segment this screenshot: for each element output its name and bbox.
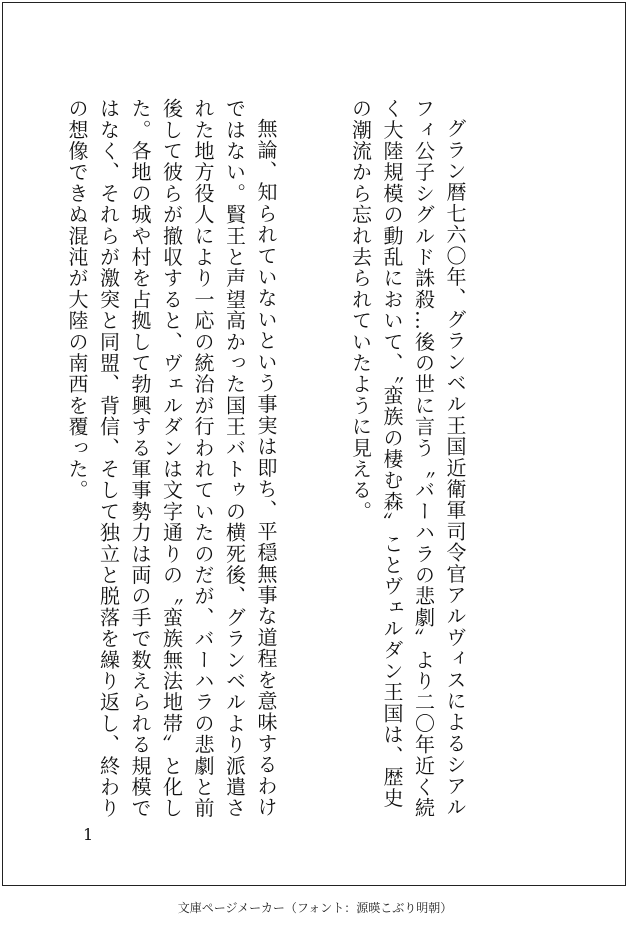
page-number: 1 [83,825,94,844]
paragraph-2: 無論、知られていないという事実は即ち、平穏無事な道程を意味するわけではない。賢王と声望高かった国王バトゥの横死後、グランベルより派遣された地方役人により一応の統治が行われていたのだが、バーハラの悲劇と前後して彼らが撤収すると、ヴェルダンは文字通りの〝蛮族無法地帯〟と化した。各地の城や村を占拠して勃興する軍事勢力は両の手で数えられる規模ではなく、それらが激突と同盟、背信、そして独立と脱落を繰り返し、終わりの想像できぬ混沌が大陸の南西を覆った。 [65,98,278,819]
page-frame [2,2,626,886]
body-text [0,98,533,828]
footer-caption: 文庫ページメーカー（フォント：源暎こぶり明朝） [177,901,453,915]
paragraph-1: グラン暦七六〇年、グランベル王国近衛軍司令官アルヴィスによるシアルフィ公子シグルド誅殺…後の世に言う〝バーハラの悲劇〟より二〇年近く続く大陸規模の動乱において、〝蛮族の棲む森〟ことヴェルダン王国は、歴史の潮流から忘れ去られていたように見える。 [348,98,467,819]
